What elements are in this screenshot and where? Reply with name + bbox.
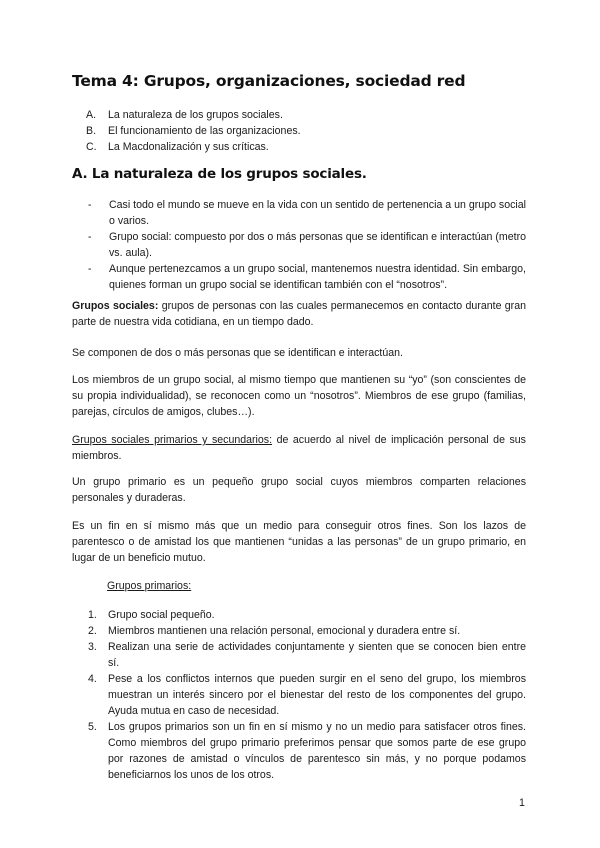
toc-text: El funcionamiento de las organizaciones. (108, 125, 301, 137)
number-marker: 5. (88, 721, 97, 733)
paragraph-grupos-sociales (72, 298, 526, 330)
list-item (88, 261, 526, 293)
section-heading: A. La naturaleza de los grupos sociales. (72, 166, 367, 182)
subheading: Grupos primarios: (107, 580, 192, 592)
list-item-text: Aunque pertenezcamos a un grupo social, mantenemos nuestra identidad. Sin embargo, quienes forman un grupo social se identifican también con el “nosotros”. (109, 263, 526, 291)
list-item-text: Grupo social pequeño. (108, 609, 215, 621)
toc-item (86, 123, 301, 139)
list-item (88, 607, 526, 623)
page-number: 1 (519, 797, 525, 809)
numbered-list (88, 607, 526, 783)
toc-item (86, 139, 301, 155)
paragraph-text: grupos de personas con las cuales permanecemos en contacto durante gran parte de nuestra vida cotidiana, en un tiempo dado. (72, 300, 526, 328)
list-item-text: Pese a los conflictos internos que pueden surgir en el seno del grupo, los miembros muestran un interés sincero por el bienestar del resto de los componentes del grupo. Ayuda mutua en caso de necesidad. (108, 673, 526, 717)
dash-list (88, 197, 526, 293)
toc-letter: C. (86, 141, 97, 153)
list-item (88, 623, 526, 639)
page-title: Tema 4: Grupos, organizaciones, sociedad red (72, 72, 466, 90)
list-item-text: Grupo social: compuesto por dos o más personas que se identifican e interactúan (metro vs. aula). (109, 231, 526, 259)
dash-marker: - (88, 231, 92, 243)
list-item (88, 671, 526, 719)
number-marker: 4. (88, 673, 97, 685)
toc-item (86, 107, 301, 123)
toc-letter: B. (86, 125, 97, 137)
toc-text: La Macdonalización y sus críticas. (108, 141, 269, 153)
paragraph-text: de acuerdo al nivel de implicación personal de sus miembros. (72, 434, 526, 462)
paragraph: Se componen de dos o más personas que se identifican e interactúan. (72, 347, 403, 359)
table-of-contents (86, 107, 301, 155)
list-item (88, 197, 526, 229)
number-marker: 3. (88, 641, 97, 653)
toc-text: La naturaleza de los grupos sociales. (108, 109, 283, 121)
paragraph-primarios-secundarios (72, 432, 526, 464)
list-item-text: Casi todo el mundo se mueve en la vida con un sentido de pertenencia a un grupo social o varios. (109, 199, 526, 227)
list-item (88, 639, 526, 671)
list-item-text: Los grupos primarios son un fin en sí mismo y no un medio para satisfacer otros fines. Como miembros del grupo primario preferimos pensar que somos parte de ese grupo por razones de amistad o vínculos de parentesco sin más, y no porque podamos beneficiarnos los unos de los otros. (108, 721, 526, 781)
number-marker: 2. (88, 625, 97, 637)
number-marker: 1. (88, 609, 97, 621)
paragraph: Es un fin en sí mismo más que un medio para conseguir otros fines. Son los lazos de parentesco o de amistad los que mantienen “unidas a las personas” de un grupo primario, en lugar de un beneficio mutuo. (72, 520, 526, 564)
term-bold: Grupos sociales: (72, 300, 159, 312)
list-item (88, 719, 526, 783)
dash-marker: - (88, 199, 92, 211)
paragraph: Un grupo primario es un pequeño grupo social cuyos miembros comparten relaciones personales y duraderas. (72, 476, 526, 504)
list-item-text: Miembros mantienen una relación personal, emocional y duradera entre sí. (108, 625, 461, 637)
dash-marker: - (88, 263, 92, 275)
term-underlined: Grupos sociales primarios y secundarios: (72, 434, 273, 446)
toc-letter: A. (86, 109, 97, 121)
list-item-text: Realizan una serie de actividades conjuntamente y sienten que se conocen bien entre sí. (108, 641, 526, 669)
list-item (88, 229, 526, 261)
paragraph: Los miembros de un grupo social, al mismo tiempo que mantienen su “yo” (son conscientes de su propia individualidad), se reconocen como un “nosotros”. Miembros de ese grupo (familias, parejas, círculos de amigos, clubes…). (72, 374, 526, 418)
